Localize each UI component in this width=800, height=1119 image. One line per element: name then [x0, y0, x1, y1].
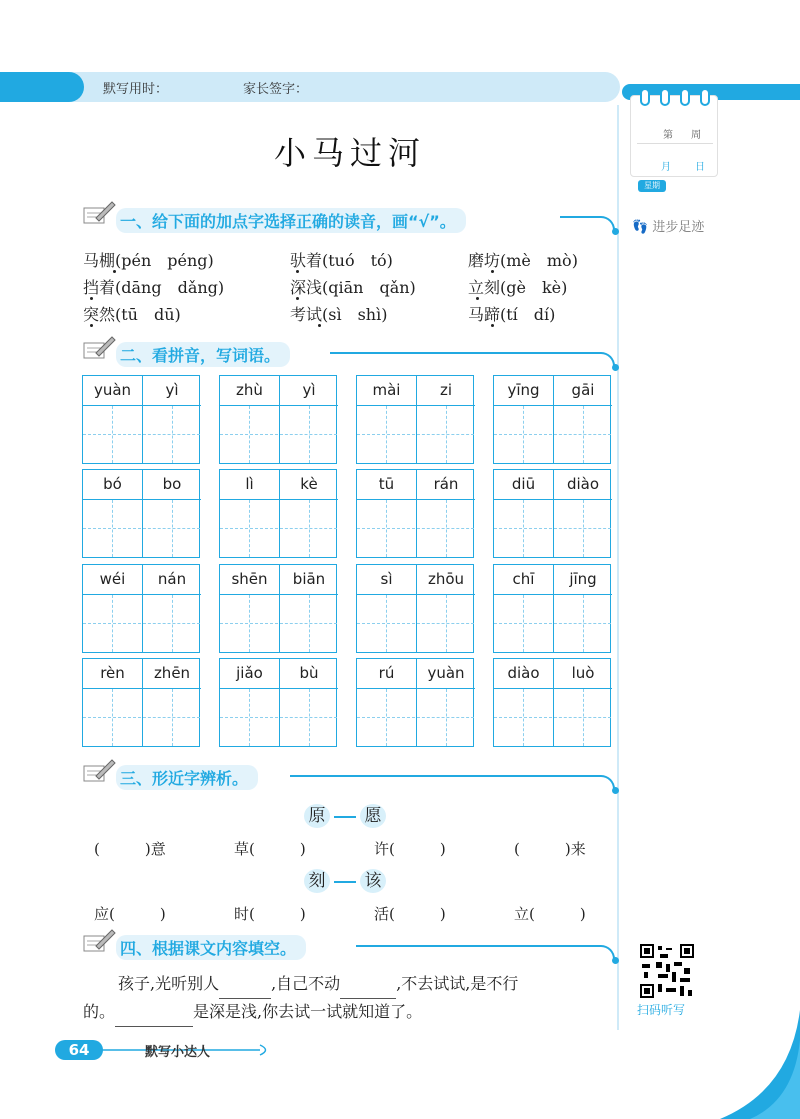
pinyin-label: shēn	[220, 565, 279, 595]
guide-line	[523, 595, 524, 652]
pinyin-label: lì	[220, 470, 279, 500]
character-writing-box[interactable]	[142, 406, 200, 463]
word-cell	[356, 658, 474, 747]
corner-wave-decoration	[720, 1010, 800, 1119]
char-pair-1	[304, 804, 386, 828]
sentence-part: 的。	[83, 1002, 116, 1021]
pinyin-label: diū	[494, 470, 553, 500]
section3-dot	[612, 787, 619, 794]
emphasis-dot	[318, 324, 321, 327]
pinyin-label: jiǎo	[220, 659, 279, 689]
character-writing-box[interactable]	[553, 406, 611, 463]
pinyin-choice[interactable]: 马蹄(tí dí)	[468, 305, 556, 324]
pinyin-label: zhēn	[142, 659, 201, 689]
qr-label: 扫码听写	[637, 1003, 686, 1017]
word-cell	[219, 564, 337, 653]
section3-rule	[290, 775, 615, 791]
binder-ring-icon	[680, 88, 690, 106]
fill-sentence-line2	[83, 998, 422, 1027]
pencil-paper-icon	[82, 200, 116, 226]
word-cell	[219, 375, 337, 464]
character-writing-box[interactable]	[279, 406, 337, 463]
guide-line	[172, 595, 173, 652]
guide-line	[309, 595, 310, 652]
guide-line	[249, 689, 250, 746]
page-divider	[617, 105, 619, 1030]
guide-line	[309, 406, 310, 463]
fill-blank[interactable]: 许( )	[374, 840, 446, 858]
emphasis-dot	[113, 270, 116, 273]
word-cell	[219, 658, 337, 747]
guide-line	[249, 406, 250, 463]
character-writing-box[interactable]	[220, 689, 278, 746]
character-writing-box[interactable]	[357, 406, 415, 463]
pinyin-label: zhōu	[416, 565, 475, 595]
pinyin-label: sì	[357, 565, 416, 595]
guide-line	[446, 406, 447, 463]
char-a: 原	[304, 804, 330, 828]
emphasis-dot	[296, 270, 299, 273]
word-cell	[82, 564, 200, 653]
section1-title: 一、给下面的加点字选择正确的读音，画“√”。	[116, 208, 466, 233]
page-number: 64	[55, 1040, 103, 1060]
progress-text: 进步足迹	[652, 220, 705, 235]
binder-ring-icon	[660, 88, 670, 106]
word-cell	[82, 375, 200, 464]
word-cell	[493, 564, 611, 653]
section3-title: 三、形近字辨析。	[116, 765, 258, 790]
pinyin-label: rán	[416, 470, 475, 500]
day-label: 日	[695, 162, 705, 173]
word-cell	[356, 564, 474, 653]
guide-line	[309, 689, 310, 746]
char-b: 愿	[360, 804, 386, 828]
section1-rule	[560, 216, 615, 232]
guide-line	[523, 500, 524, 557]
pinyin-label: yīng	[494, 376, 553, 406]
guide-line	[249, 595, 250, 652]
week-unit: 周	[691, 130, 701, 141]
character-writing-box[interactable]	[416, 406, 474, 463]
guide-line	[172, 500, 173, 557]
pinyin-choice[interactable]: 考试(sì shì)	[290, 305, 388, 324]
guide-line	[386, 689, 387, 746]
dash	[334, 816, 356, 818]
pencil-paper-icon	[82, 758, 116, 784]
pinyin-choice[interactable]: 马棚(pén péng)	[83, 251, 214, 270]
sign-label: 家长签字：	[243, 82, 309, 97]
guide-line	[583, 595, 584, 652]
sentence-part: ,自己不动	[271, 974, 341, 993]
emphasis-dot	[90, 324, 93, 327]
answer-blank[interactable]	[219, 970, 271, 999]
guide-line	[112, 595, 113, 652]
character-writing-box[interactable]	[220, 406, 278, 463]
fill-sentence-line1	[118, 970, 518, 999]
char-pair-2	[304, 869, 386, 893]
pinyin-label: nán	[142, 565, 201, 595]
sentence-part: 孩子,光听别人	[118, 974, 220, 993]
character-writing-box[interactable]	[357, 595, 415, 652]
fill-blank[interactable]: 时( )	[234, 905, 306, 923]
char-b: 该	[360, 869, 386, 893]
character-writing-box[interactable]	[494, 689, 552, 746]
character-writing-box[interactable]	[357, 689, 415, 746]
character-writing-box[interactable]	[83, 406, 141, 463]
character-writing-box[interactable]	[142, 689, 200, 746]
emphasis-dot	[90, 297, 93, 300]
section2-dot	[612, 364, 619, 371]
pinyin-choice[interactable]: 立刻(gè kè)	[468, 278, 568, 297]
pencil-paper-icon	[82, 928, 116, 954]
fill-blank[interactable]: 草( )	[234, 840, 306, 858]
pinyin-label: kè	[279, 470, 338, 500]
character-writing-box[interactable]	[416, 500, 474, 557]
section2-title: 二、看拼音，写词语。	[116, 342, 290, 367]
guide-line	[446, 500, 447, 557]
guide-line	[386, 595, 387, 652]
character-writing-box[interactable]	[279, 500, 337, 557]
time-label: 默写用时：	[103, 82, 169, 97]
emphasis-dot	[491, 324, 494, 327]
pinyin-label: gāi	[553, 376, 612, 406]
character-writing-box[interactable]	[357, 500, 415, 557]
fill-blank[interactable]: 活( )	[374, 905, 446, 923]
character-writing-box[interactable]	[494, 406, 552, 463]
char-a: 刻	[304, 869, 330, 893]
section4-rule	[356, 945, 615, 961]
sentence-part: ,不去试试,是不行	[396, 974, 519, 993]
pinyin-label: tū	[357, 470, 416, 500]
pinyin-label: zhù	[220, 376, 279, 406]
character-writing-box[interactable]	[142, 595, 200, 652]
fill-blank[interactable]: ( )意	[94, 840, 166, 858]
binder-ring-icon	[640, 88, 650, 106]
pinyin-label: yì	[279, 376, 338, 406]
word-cell	[493, 658, 611, 747]
character-writing-box[interactable]	[220, 500, 278, 557]
character-writing-box[interactable]	[279, 595, 337, 652]
guide-line	[249, 500, 250, 557]
character-writing-box[interactable]	[83, 689, 141, 746]
section2-rule	[330, 352, 615, 368]
section4-dot	[612, 957, 619, 964]
month-label: 月	[661, 162, 671, 173]
fill-blank[interactable]: 立( )	[514, 905, 586, 923]
pinyin-label: yì	[142, 376, 201, 406]
pinyin-label: luò	[553, 659, 612, 689]
character-writing-box[interactable]	[220, 595, 278, 652]
character-writing-box[interactable]	[142, 500, 200, 557]
word-cell	[219, 469, 337, 558]
pinyin-label: diào	[553, 470, 612, 500]
guide-line	[583, 406, 584, 463]
guide-line	[172, 689, 173, 746]
guide-line	[523, 406, 524, 463]
pinyin-label: yuàn	[83, 376, 142, 406]
pinyin-choice[interactable]: 挡着(dāng dǎng)	[83, 278, 225, 297]
book-title: 默写小达人	[145, 1045, 211, 1060]
fill-blank[interactable]: 应( )	[94, 905, 166, 923]
pinyin-label: wéi	[83, 565, 142, 595]
progress-footprints	[632, 216, 704, 235]
character-writing-box[interactable]	[83, 595, 141, 652]
pinyin-label: diào	[494, 659, 553, 689]
emphasis-dot	[491, 270, 494, 273]
character-writing-box[interactable]	[416, 689, 474, 746]
character-writing-box[interactable]	[553, 500, 611, 557]
qr-code-icon[interactable]	[640, 944, 694, 998]
pinyin-choice[interactable]: 驮着(tuó tó)	[290, 251, 393, 270]
word-cell	[493, 375, 611, 464]
week-label: 第	[663, 130, 673, 141]
guide-line	[386, 500, 387, 557]
footprint-icon: 👣	[632, 220, 649, 235]
page-title: 小马过河	[273, 134, 426, 172]
pinyin-label: biān	[279, 565, 338, 595]
guide-line	[583, 689, 584, 746]
guide-line	[523, 689, 524, 746]
word-cell	[356, 375, 474, 464]
pinyin-label: bo	[142, 470, 201, 500]
character-writing-box[interactable]	[494, 500, 552, 557]
binder-ring-icon	[700, 88, 710, 106]
section4-title: 四、根据课文内容填空。	[116, 935, 306, 960]
guide-line	[112, 500, 113, 557]
pinyin-label: zi	[416, 376, 475, 406]
character-writing-box[interactable]	[279, 689, 337, 746]
guide-line	[172, 406, 173, 463]
pinyin-label: jīng	[553, 565, 612, 595]
pinyin-label: chī	[494, 565, 553, 595]
header-bar	[0, 72, 620, 102]
character-writing-box[interactable]	[494, 595, 552, 652]
pinyin-label: rú	[357, 659, 416, 689]
character-writing-box[interactable]	[553, 689, 611, 746]
pinyin-label: yuàn	[416, 659, 475, 689]
pinyin-label: bù	[279, 659, 338, 689]
guide-line	[112, 406, 113, 463]
pinyin-choice[interactable]: 深浅(qiān qǎn)	[290, 278, 416, 297]
word-cell	[356, 469, 474, 558]
section1-dot	[612, 228, 619, 235]
pinyin-label: bó	[83, 470, 142, 500]
header-cap	[0, 72, 84, 102]
character-writing-box[interactable]	[553, 595, 611, 652]
word-cell	[493, 469, 611, 558]
emphasis-dot	[296, 297, 299, 300]
pencil-paper-icon	[82, 335, 116, 361]
guide-line	[446, 595, 447, 652]
pinyin-label: rèn	[83, 659, 142, 689]
dash	[334, 881, 356, 883]
guide-line	[309, 500, 310, 557]
pinyin-choice[interactable]: 磨坊(mè mò)	[468, 251, 578, 270]
answer-blank[interactable]	[340, 970, 396, 999]
sentence-part: 是深是浅,你去试一试就知道了。	[193, 1002, 423, 1021]
word-cell	[82, 658, 200, 747]
guide-line	[112, 689, 113, 746]
emphasis-dot	[476, 297, 479, 300]
pinyin-label: mài	[357, 376, 416, 406]
character-writing-box[interactable]	[83, 500, 141, 557]
guide-line	[583, 500, 584, 557]
weekday-badge: 星期	[638, 180, 666, 192]
fill-blank[interactable]: ( )来	[514, 840, 586, 858]
word-cell	[82, 469, 200, 558]
pinyin-choice[interactable]: 突然(tū dū)	[83, 305, 181, 324]
answer-blank[interactable]	[115, 998, 193, 1027]
guide-line	[386, 406, 387, 463]
guide-line	[446, 689, 447, 746]
character-writing-box[interactable]	[416, 595, 474, 652]
